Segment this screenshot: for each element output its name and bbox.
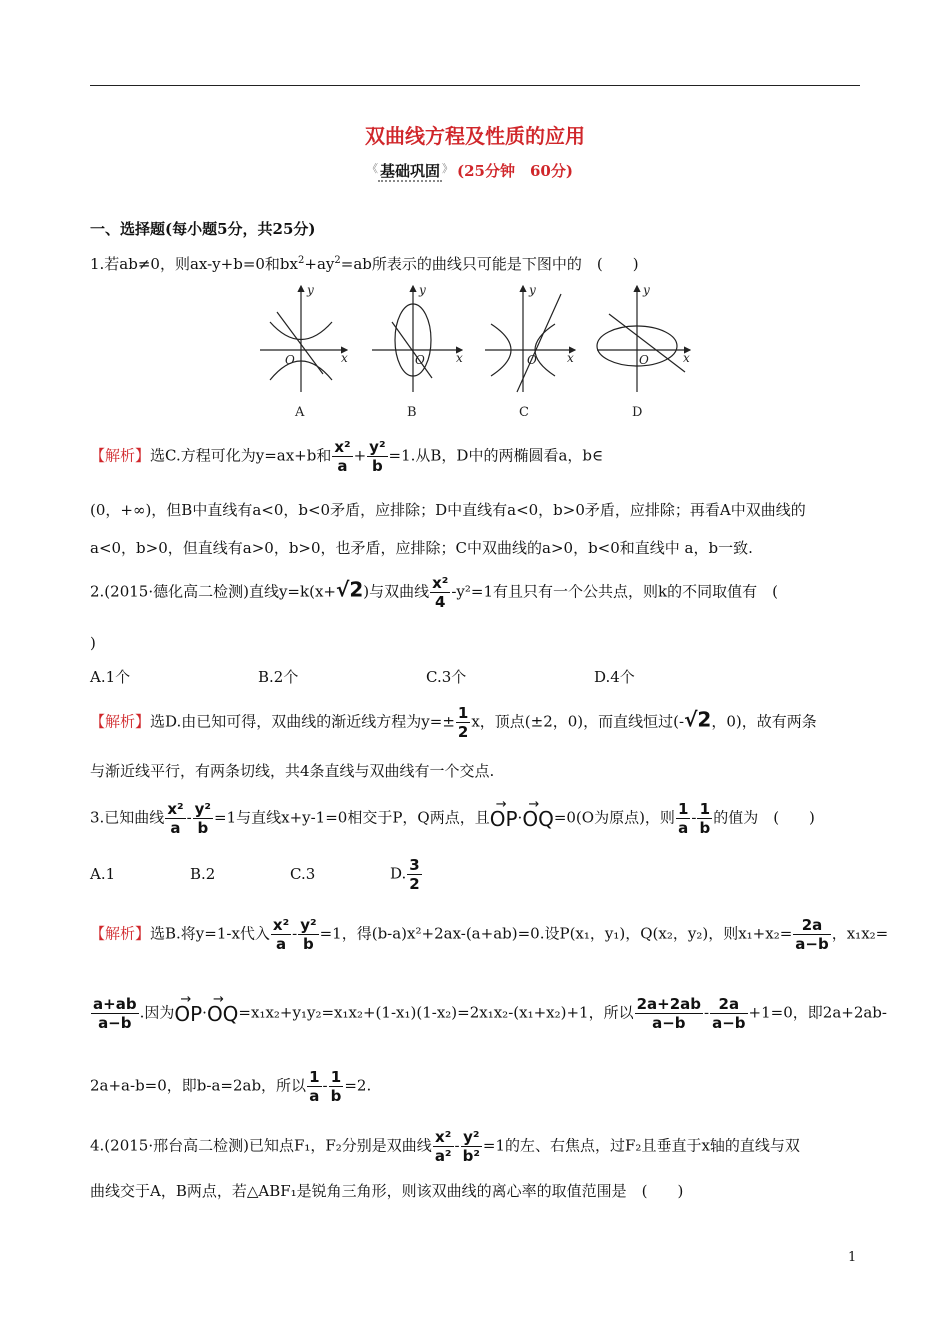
- q1-solution-line2: (0，+∞)，但B中直线有a<0，b<0矛盾，应排除；D中直线有a<0，b>0矛盾，应排除；再看A中双曲线的: [90, 501, 806, 519]
- section-heading: 一、选择题(每小题5分，共25分): [90, 220, 316, 238]
- q2-option-d: D.4个: [594, 668, 635, 686]
- svg-text:y: y: [419, 283, 426, 297]
- q3-solution-line3: 2a+a-b=0，即b-a=2ab，所以 $\frac{1}{a}$ - $\frac{1}{b}$ =2.: [90, 1068, 372, 1105]
- header-rule: [90, 85, 860, 86]
- svg-text:O: O: [639, 353, 649, 367]
- svg-text:x: x: [567, 351, 574, 365]
- q4-stem-line2: 曲线交于A，B两点，若△ABF₁是锐角三角形，则该双曲线的离心率的取值范围是 ( ): [90, 1182, 684, 1200]
- q2-option-c: C.3个: [426, 668, 467, 686]
- graph-c: [485, 286, 575, 392]
- q1-solution-line3: a<0，b>0，但直线有a>0，b>0，也矛盾，应排除；C中双曲线的a>0，b<0和直线中 a，b一致.: [90, 539, 753, 557]
- graph-a: [260, 286, 347, 392]
- graph-label-a: A: [295, 405, 305, 420]
- q1-solution: 【解析】选C.方程可化为y=ax+b和 $\frac{\text{x²}}{a}$ + $\frac{\text{y²}}{b}$ =1.从B，D中的两椭圆看a，b∈: [90, 438, 604, 475]
- page-number: 1: [848, 1250, 857, 1265]
- svg-text:O: O: [285, 353, 295, 367]
- q2-solution-line2: 与渐近线平行，有两条切线，共4条直线与双曲线有一个交点.: [90, 762, 495, 780]
- graph-label-c: C: [519, 405, 529, 420]
- svg-text:x: x: [683, 351, 690, 365]
- q3-solution: 【解析】选B.将y=1-x代入 $\frac{\text{x²}}{a}$ - $\frac{\text{y²}}{b}$ =1，得(b-a)x²+2ax-(a+ab)=0.设P(x₁，y₁)，Q(x₂，y₂)，则x₁+x₂= $\frac{2a}{a-b}$ ，x₁x₂=: [90, 916, 889, 953]
- graph-label-d: D: [632, 405, 643, 420]
- q2-stem-end: ): [90, 634, 96, 652]
- svg-text:O: O: [527, 353, 537, 367]
- q1-stem: 1.若ab≠0，则ax-y+b=0和$bx^2+ay^2=ab$所表示的曲线只可能是下图中的 ( ): [90, 255, 639, 273]
- subtitle-time: (25分钟 60分): [457, 162, 573, 180]
- q3-options: A.1 B.2 C.3 D. $\frac{3}{2}$: [90, 856, 420, 893]
- svg-text:y: y: [643, 283, 650, 297]
- q3-stem: 3.已知曲线 $\frac{\text{x²}}{a}$ - $\frac{\text{y²}}{b}$ =1与直线x+y-1=0相交于P，Q两点，且→ OP·→ OQ=0(O为原点)，则 $\frac{1}{a}$ - $\frac{1}{b}$ 的值为 ( ): [90, 800, 815, 837]
- svg-text:O: O: [415, 353, 425, 367]
- q2-option-b: B.2个: [258, 668, 299, 686]
- graph-b: [372, 286, 462, 392]
- q2-solution: 【解析】选D.由已知可得，双曲线的渐近线方程为y=± $\frac{1}{2}$ x，顶点(±2，0)，而直线恒过(-√2，0)，故有两条: [90, 704, 817, 741]
- solution-tag: 【解析】: [90, 446, 151, 465]
- q4-stem: 4.(2015·邢台高二检测)已知点F₁，F₂分别是双曲线 $\frac{\text{x²}}{\text{a²}}$ - $\frac{\text{y²}}{\text{b²}}$ =1的左、右焦点，过F₂且垂直于x轴的直线与双: [90, 1128, 800, 1165]
- q1-graphs: [255, 282, 705, 422]
- svg-text:y: y: [307, 283, 314, 297]
- section-subtitle: 《 基础巩固 》 (25分钟 60分): [367, 162, 573, 180]
- svg-text:y: y: [529, 283, 536, 297]
- svg-text:x: x: [456, 351, 463, 365]
- q3-solution-line2: $\frac{a+ab}{a-b}$ .因为→ OP·→ OQ=x₁x₂+y₁y₂=x₁x₂+(1-x₁)(1-x₂)=2x₁x₂-(x₁+x₂)+1，所以 $\frac{2a+2ab}{a-b}$ - $\frac{2a}{a-b}$ +1=0，即2a+2ab-: [90, 995, 887, 1032]
- graph-d: [597, 286, 690, 392]
- q2-option-a: A.1个: [90, 668, 131, 686]
- subtitle-tag: 基础巩固: [380, 162, 441, 180]
- page-title: 双曲线方程及性质的应用: [365, 124, 585, 148]
- q2-options: [90, 666, 762, 688]
- graph-label-b: B: [407, 405, 417, 420]
- q2-stem: 2.(2015·德化高二检测)直线y=k(x+√2)与双曲线 $\frac{\text{x²}}{4}$ -y²=1有且只有一个公共点，则k的不同取值有 (: [90, 574, 778, 611]
- svg-text:x: x: [341, 351, 348, 365]
